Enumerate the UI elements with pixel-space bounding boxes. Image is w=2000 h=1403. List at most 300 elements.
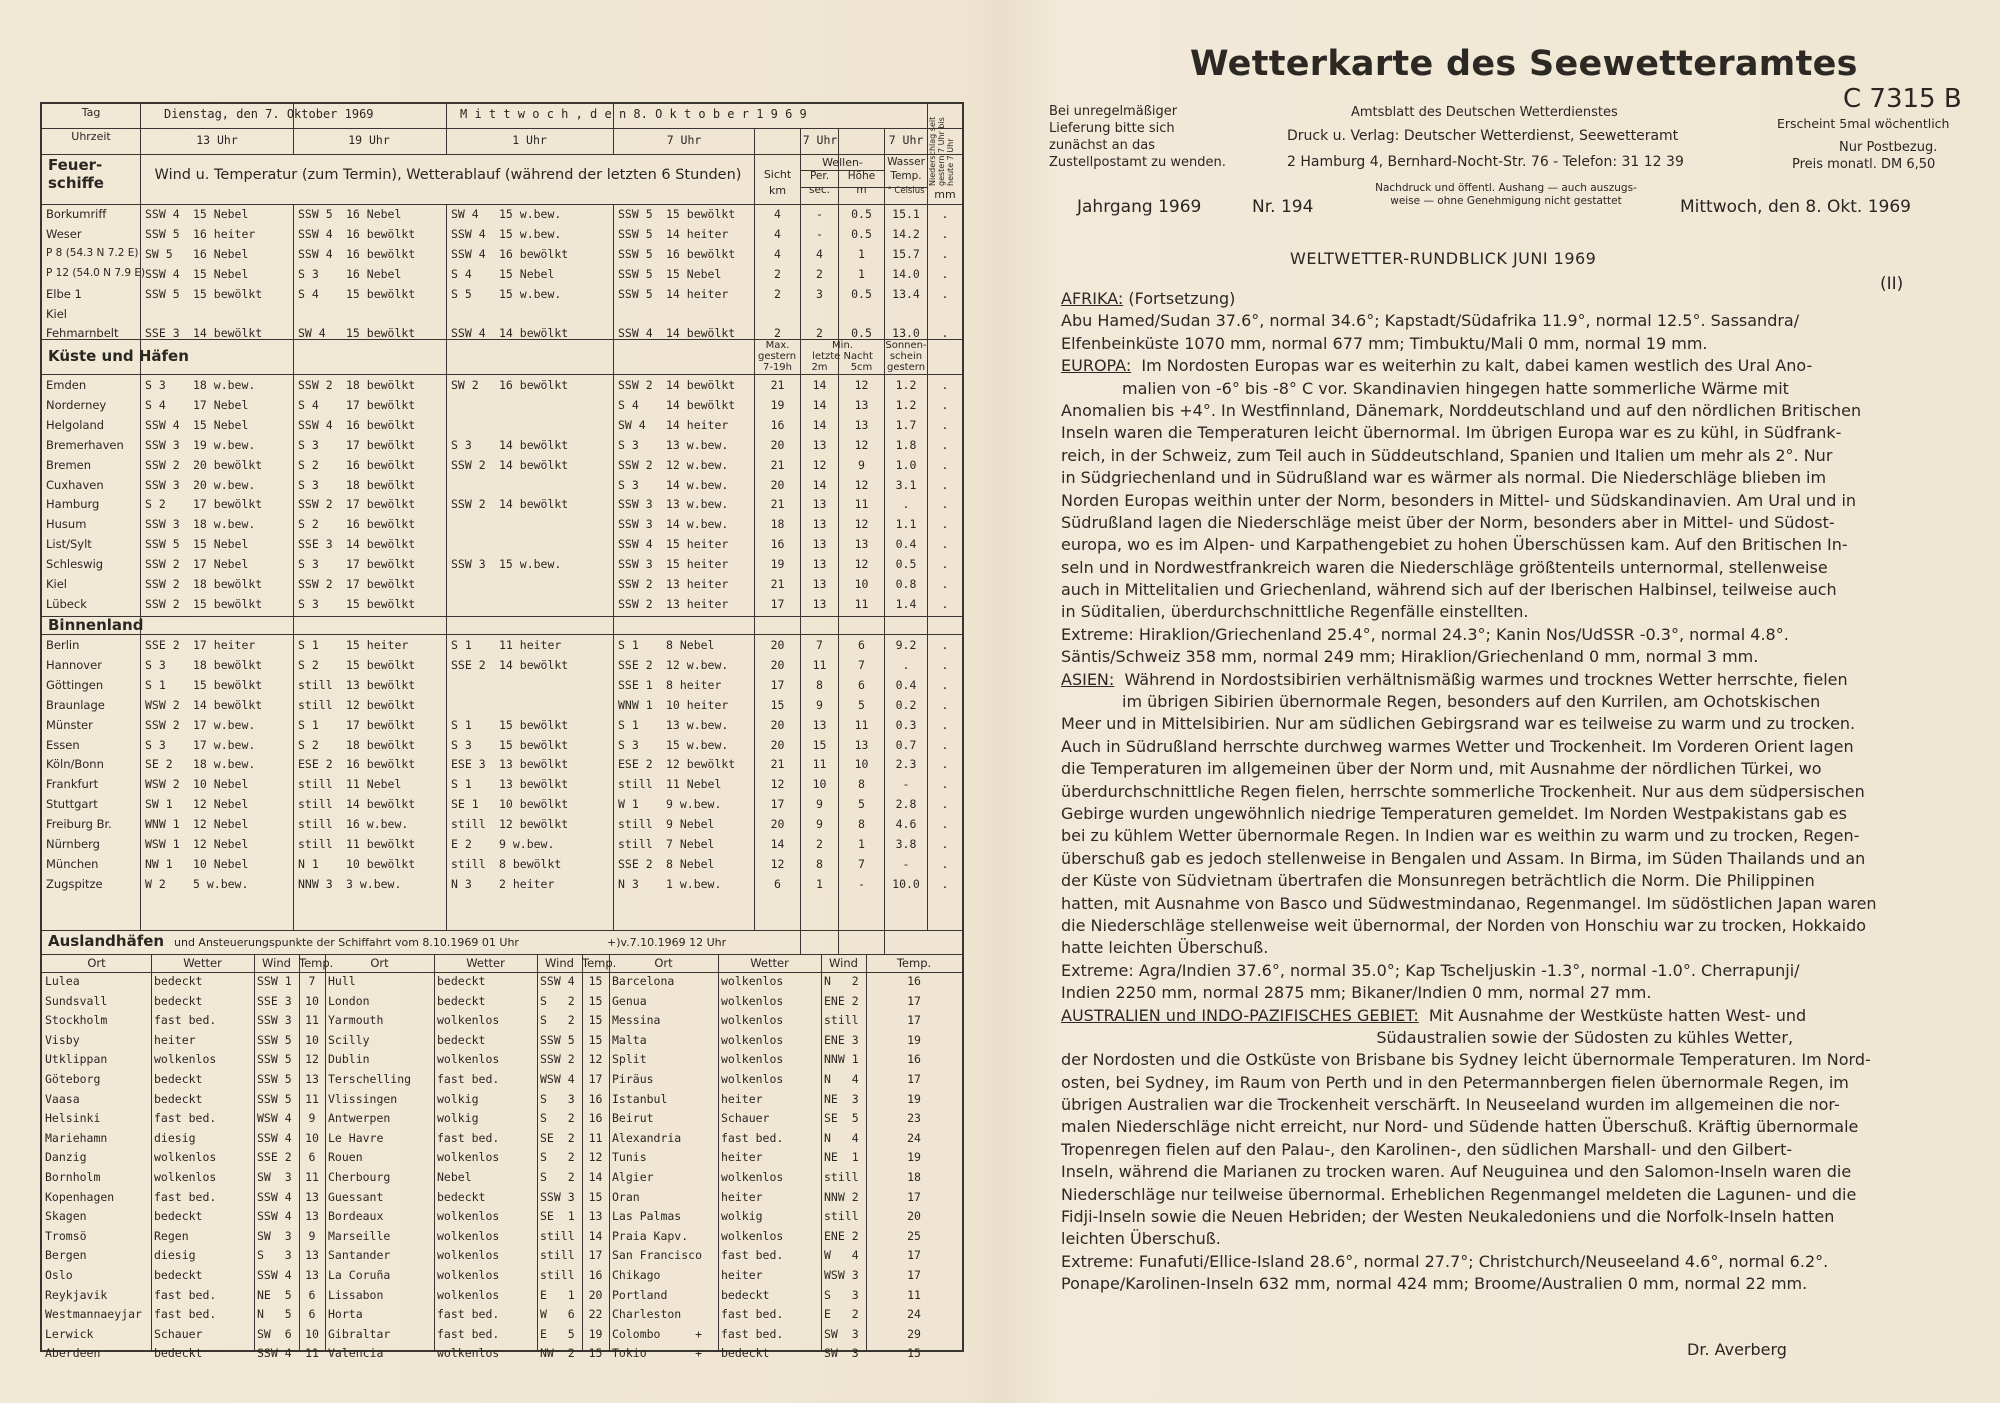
value-b: -	[816, 226, 823, 241]
port-name: Lulea	[45, 974, 80, 988]
port-temp: 13	[305, 1072, 319, 1086]
niederschlag: .	[941, 697, 949, 712]
article-text: Fidji-Inseln sowie die Neuen Hebriden; der Westen Neukaledoniens und die Norfolk-Inseln hatten	[1061, 1207, 1835, 1227]
port-temp: 6	[308, 1150, 316, 1165]
wind-13: S 2	[145, 497, 166, 512]
value-a: 19	[770, 397, 785, 412]
weather-19: 17 bewölkt	[346, 557, 416, 572]
value-b: 14	[812, 378, 827, 392]
value-b: 2	[816, 266, 823, 281]
port-name: Vaasa	[45, 1091, 80, 1106]
article-line	[1061, 422, 1941, 444]
port-temp: 14	[588, 1170, 603, 1184]
value-a: 17	[770, 596, 785, 611]
port-name: Barcelona	[612, 974, 675, 988]
value-d: 1.8	[895, 437, 917, 452]
weather-01: 15 w.bew.	[499, 207, 562, 221]
value-b: 13	[812, 517, 827, 532]
rule	[838, 170, 839, 204]
port-weather: Regen	[154, 1228, 189, 1243]
weather-01: 13 bewölkt	[499, 757, 569, 772]
rule	[609, 954, 610, 1352]
port-name: Charleston	[612, 1307, 682, 1322]
station-name: P 12 (54.0 N 7.9 E)	[46, 266, 146, 279]
port-wind: still	[540, 1248, 575, 1263]
value-d: 0.3	[895, 717, 917, 732]
wind-07: SSW 2	[618, 378, 653, 392]
value-a: 21	[770, 378, 785, 392]
value-c: -	[858, 876, 865, 891]
port-wind: WSW 4	[257, 1111, 292, 1126]
port-temp: 17	[907, 1248, 921, 1263]
header-sonnen: Sonnen-	[885, 340, 927, 351]
port-weather: wolkenlos	[721, 1228, 784, 1243]
article-text: Extreme: Agra/Indien 37.6°, normal 35.0°; Kap Tscheljuskin -1.3°, normal -1.0°. Cherrapunji/	[1061, 960, 1800, 980]
wind-13: WNW 1	[145, 817, 180, 832]
wind-19: S 4	[298, 397, 319, 412]
value-d: 15.1	[892, 207, 920, 221]
port-temp: 11	[907, 1287, 921, 1302]
port-wind: N 4	[824, 1072, 859, 1086]
wind-07: S 3	[618, 737, 639, 752]
wind-13: SSW 5	[145, 286, 180, 301]
port-wind: NE 5	[257, 1287, 292, 1302]
value-d: -	[902, 856, 910, 871]
port-weather: fast bed.	[437, 1326, 500, 1341]
value-a: 20	[770, 717, 785, 732]
header-sec: sec.	[808, 184, 831, 196]
value-a: 2	[774, 266, 781, 281]
port-temp: 16	[907, 974, 921, 988]
wind-01: S 3	[451, 437, 472, 452]
port-name: Chikago	[612, 1268, 661, 1282]
wind-13: SSW 4	[145, 266, 180, 281]
weather-01: 8 bewölkt	[499, 856, 562, 871]
article-text: malen Niederschläge nicht erreicht, nur Nord- und Südende hatten Überschuß. Kräftig übernormale	[1061, 1117, 1859, 1137]
article-line	[1061, 1161, 1941, 1183]
value-a: 18	[770, 517, 785, 532]
rule	[821, 954, 822, 1352]
station-name: Fehmarnbelt	[46, 326, 119, 341]
article-line	[1061, 915, 1941, 937]
weather-07: 15 heiter	[666, 537, 729, 552]
niederschlag: .	[941, 286, 949, 301]
port-name: Reykjavik	[45, 1287, 108, 1302]
wind-13: SSW 3	[145, 437, 180, 452]
wind-01: still	[451, 817, 486, 832]
wind-19: S 1	[298, 638, 319, 652]
port-temp: 13	[305, 1248, 319, 1263]
article-line	[1061, 982, 1941, 1004]
ausland-header: Wind	[829, 956, 858, 970]
wind-19: SSW 4	[298, 226, 333, 241]
weather-19: 15 bewölkt	[346, 657, 416, 672]
weather-07: 15 heiter	[666, 557, 729, 572]
weather-01: 16 bewölkt	[499, 246, 569, 261]
value-d: 14.2	[892, 226, 920, 241]
header-time-19: 19 Uhr	[348, 133, 390, 147]
station-name: Frankfurt	[46, 777, 99, 792]
wind-07: SSW 3	[618, 497, 653, 512]
wind-07: SSW 3	[618, 557, 653, 572]
station-name: P 8 (54.3 N 7.2 E)	[46, 246, 139, 259]
wind-13: SSW 4	[145, 417, 180, 432]
wind-19: S 1	[298, 717, 319, 732]
rule	[254, 954, 255, 1352]
weather-19: 16 bewölkt	[346, 246, 416, 261]
value-a: 2	[774, 326, 781, 341]
wind-07: WNW 1	[618, 697, 653, 712]
value-b: 1	[816, 876, 823, 891]
port-weather: heiter	[721, 1091, 763, 1106]
port-weather: bedeckt	[437, 1189, 486, 1204]
port-temp: 9	[308, 1111, 316, 1126]
header-wasser: Wasser	[887, 156, 925, 168]
wind-01: SSW 4	[451, 226, 486, 241]
header-date-2: M i t t w o c h , d e n 8. O k t o b e r 1 9 6 9	[460, 107, 807, 121]
value-d: 1.0	[895, 457, 917, 472]
port-temp: 25	[907, 1228, 921, 1243]
niederschlag: .	[941, 226, 949, 241]
niederschlag: .	[941, 817, 949, 832]
weather-07: 1 w.bew.	[666, 876, 722, 891]
note-line: zunächst an das	[1049, 138, 1155, 153]
article-line	[1061, 1005, 1941, 1027]
station-name: Braunlage	[46, 697, 105, 712]
weather-07: 9 w.bew.	[666, 797, 722, 812]
niederschlag: .	[941, 677, 949, 692]
port-temp: 11	[305, 1013, 319, 1028]
value-b: 9	[816, 817, 823, 832]
port-weather: Schauer	[721, 1111, 770, 1126]
niederschlag: .	[941, 537, 949, 552]
weather-13: 15 Nebel	[193, 207, 249, 221]
wind-19: still	[298, 837, 333, 851]
port-name: Valencia	[328, 1346, 384, 1361]
wind-07: S 1	[618, 717, 639, 732]
value-c: 13	[854, 397, 869, 412]
port-temp: 29	[907, 1326, 921, 1341]
article-line	[1061, 467, 1941, 489]
article-text: hatten, mit Ausnahme von Basco und Südwestmindanao, Regenmangel. Im südöstlichen Japan waren	[1061, 893, 1877, 913]
niederschlag: .	[941, 797, 949, 812]
port-wind: SSW 5	[257, 1032, 292, 1047]
article-text: Extreme: Hiraklion/Griechenland 25.4°, normal 24.3°; Kanin Nos/UdSSR -0.3°, normal 4.8°.	[1061, 624, 1789, 644]
wind-19: S 3	[298, 437, 319, 452]
weather-13: 17 Nebel	[193, 397, 249, 412]
article-line	[1061, 1072, 1941, 1094]
port-name: Marseille	[328, 1228, 391, 1243]
issue-date: Mittwoch, den 8. Okt. 1969	[1680, 197, 1911, 217]
weather-19: 11 bewölkt	[346, 837, 416, 851]
reprint-line: weise — ohne Genehmigung nicht gestattet	[1390, 195, 1622, 207]
article-text: Elfenbeinküste 1070 mm, normal 677 mm; Timbuktu/Mali 0 mm, normal 19 mm.	[1061, 333, 1708, 353]
value-a: 4	[774, 226, 781, 241]
weather-13: 20 bewölkt	[193, 457, 263, 472]
article-line	[1061, 1049, 1941, 1071]
niederschlag: .	[941, 517, 949, 532]
weather-19: 3 w.bew.	[346, 876, 402, 891]
value-c: 8	[858, 777, 865, 792]
ausland-header: Temp.	[896, 956, 932, 970]
port-name: San Francisco	[612, 1248, 703, 1263]
port-wind: SW 3	[257, 1228, 292, 1243]
header-time-7b: 7 Uhr	[802, 133, 838, 147]
ausland-header: Ort	[654, 956, 673, 970]
rule	[613, 204, 614, 930]
article-text: hatte leichten Überschuß.	[1061, 938, 1269, 958]
weather-01: 2 heiter	[499, 876, 555, 891]
wind-13: SSE 3	[145, 326, 180, 341]
weather-01: 16 bewölkt	[499, 378, 569, 392]
port-weather: bedeckt	[154, 993, 203, 1008]
weather-01: 10 bewölkt	[499, 797, 569, 812]
wind-01: SSW 4	[451, 246, 486, 261]
weather-table	[40, 102, 964, 1361]
value-b: 8	[816, 677, 823, 692]
article-text: malien von -6° bis -8° C vor. Skandinavien hingegen hatte sommerliche Wärme mit	[1061, 378, 1789, 398]
port-name: La Coruña	[328, 1268, 391, 1282]
header-time-1: 1 Uhr	[512, 133, 547, 147]
header-mm: mm	[934, 188, 956, 201]
weather-13: 17 w.bew.	[193, 737, 256, 752]
port-weather: heiter	[721, 1189, 763, 1204]
port-wind: SSW 3	[257, 1013, 292, 1028]
port-temp: 10	[305, 993, 319, 1008]
rule	[42, 374, 962, 375]
article-line	[1061, 713, 1941, 735]
article-text: leichten Überschuß.	[1061, 1229, 1221, 1249]
port-name: Beirut	[612, 1111, 654, 1126]
wind-01: SW 2	[451, 378, 479, 392]
value-c: 12	[854, 477, 869, 492]
station-name: List/Sylt	[46, 537, 92, 552]
rule	[718, 954, 719, 1352]
wind-07: SSW 5	[618, 266, 653, 281]
port-wind: NW 2	[540, 1346, 575, 1361]
port-temp: 12	[588, 1150, 603, 1165]
value-b: 14	[812, 397, 827, 412]
port-temp: 12	[305, 1052, 319, 1067]
port-name: Mariehamn	[45, 1130, 108, 1145]
issue-number: Nr. 194	[1252, 197, 1314, 217]
weather-19: 16 bewölkt	[346, 757, 416, 772]
value-b: 8	[816, 856, 823, 871]
value-a: 20	[770, 437, 785, 452]
value-d: 3.1	[895, 477, 917, 492]
wind-07: still	[618, 837, 653, 851]
price-text: Preis monatl. DM 6,50	[1792, 157, 1936, 172]
article-text: Südaustralien sowie der Südosten zu kühles Wetter,	[1061, 1027, 1794, 1047]
wind-07: SSE 1	[618, 677, 653, 692]
port-name: Horta	[328, 1307, 363, 1322]
port-weather: fast bed.	[154, 1013, 217, 1028]
header-km: km	[768, 184, 787, 197]
article-line	[1061, 445, 1941, 467]
wind-13: S 3	[145, 737, 166, 752]
port-temp: 20	[907, 1209, 921, 1224]
port-temp: 23	[907, 1111, 921, 1126]
weather-07: 15 Nebel	[666, 266, 722, 281]
port-weather: diesig	[154, 1248, 196, 1263]
ausland-header: Ort	[370, 956, 389, 970]
weather-07: 15 bewölkt	[666, 207, 736, 221]
port-name: Terschelling	[328, 1072, 412, 1086]
publisher-text: Druck u. Verlag: Deutscher Wetterdienst, Seewetteramt	[1287, 128, 1679, 144]
article-line	[1061, 310, 1941, 332]
port-wind: NNW 1	[824, 1052, 859, 1067]
weather-13: 15 Nebel	[193, 537, 249, 552]
port-wind: SE 5	[824, 1111, 859, 1126]
value-a: 16	[770, 417, 785, 432]
niederschlag: .	[941, 417, 949, 432]
article-text: Abu Hamed/Sudan 37.6°, normal 34.6°; Kapstadt/Südafrika 11.9°, normal 12.5°. Sassandra/	[1061, 311, 1800, 331]
article-text: Anomalien bis +4°. In Westfinnland, Dänemark, Norddeutschland und auf den nördlichen Britischen	[1061, 400, 1862, 420]
wind-01: S 3	[451, 737, 472, 752]
port-wind: still	[540, 1228, 575, 1243]
port-temp: 11	[305, 1346, 319, 1361]
rule	[434, 954, 435, 1352]
niederschlag: .	[941, 378, 949, 392]
wind-07: N 3	[618, 876, 639, 891]
value-c: 13	[854, 537, 869, 552]
port-name: Tromsö	[45, 1228, 87, 1243]
port-weather: wolkenlos	[437, 1287, 500, 1302]
header-m: m	[856, 184, 867, 196]
port-wind: N 2	[824, 974, 859, 988]
port-wind: SW 6	[257, 1326, 292, 1341]
weather-01: 15 w.bew.	[499, 286, 562, 301]
port-wind: S 2	[540, 993, 575, 1008]
station-name: Bremerhaven	[46, 437, 124, 452]
port-wind: SSW 4	[257, 1268, 292, 1282]
weather-13: 16 heiter	[193, 226, 256, 241]
weather-07: 12 w.bew.	[666, 457, 729, 472]
station-name: Zugspitze	[46, 876, 103, 891]
port-name: Hull	[328, 974, 356, 988]
article-text: im übrigen Sibirien übernormale Regen, besonders auf den Kurrilen, am Ochotskischen	[1061, 692, 1821, 712]
wind-19: ESE 2	[298, 757, 333, 772]
value-d: 0.8	[895, 577, 917, 591]
value-d: 0.7	[895, 737, 917, 752]
port-temp: 6	[308, 1307, 316, 1322]
article-line	[1061, 557, 1941, 579]
header-per: Per.	[809, 170, 830, 182]
niederschlag: .	[941, 737, 949, 752]
weather-19: 14 bewölkt	[346, 537, 416, 552]
ausland-header: Wind	[262, 956, 291, 970]
wind-13: SSW 4	[145, 207, 180, 221]
value-c: 12	[854, 557, 869, 572]
value-a: 21	[770, 577, 785, 591]
article-line	[1061, 1184, 1941, 1206]
weather-13: 15 bewölkt	[193, 677, 263, 692]
wind-07: SSW 5	[618, 286, 653, 301]
value-d: .	[902, 497, 910, 512]
wind-19: S 3	[298, 557, 319, 572]
article-text: überdurchschnittliche Regen fielen, herrschte sommerliche Trockenheit. Nur aus dem südpersischen	[1061, 781, 1865, 801]
wind-01: SSE 2	[451, 657, 486, 672]
weather-07: 14 heiter	[666, 286, 729, 301]
weather-01: 9 w.bew.	[499, 837, 555, 851]
article-line	[1061, 781, 1941, 803]
value-a: 20	[770, 817, 785, 832]
ausland-header: Ort	[87, 956, 106, 970]
value-a: 2	[774, 286, 781, 301]
port-name: Yarmouth	[328, 1013, 384, 1028]
ausland-header: Wetter	[750, 956, 789, 970]
wind-07: SSW 3	[618, 517, 653, 532]
section-heading: AUSTRALIEN und INDO-PAZIFISCHES GEBIET:	[1061, 1005, 1419, 1025]
weather-13: 10 Nebel	[193, 856, 249, 871]
wind-19: still	[298, 817, 333, 832]
section-heading: ASIEN:	[1061, 669, 1115, 689]
niederschlag: .	[941, 876, 949, 891]
article-line	[1061, 512, 1941, 534]
value-d: 1.1	[895, 517, 917, 532]
wind-13: SSW 2	[145, 717, 180, 732]
article-text: Ponape/Karolinen-Inseln 632 mm, normal 424 mm; Broome/Australien 0 mm, normal 22 mm.	[1061, 1274, 1808, 1294]
weather-19: 17 bewölkt	[346, 437, 416, 452]
value-a: 17	[770, 797, 785, 812]
header-2m: 2m	[811, 362, 828, 373]
wind-07: S 4	[618, 397, 639, 412]
weather-01: 15 bewölkt	[499, 717, 569, 732]
wind-07: SSW 4	[618, 537, 653, 552]
niederschlag: .	[941, 777, 949, 792]
port-wind: SSW 5	[257, 1091, 292, 1106]
port-weather: fast bed.	[721, 1326, 784, 1341]
port-wind: SSE 2	[257, 1150, 292, 1165]
section-heading: EUROPA:	[1061, 356, 1132, 376]
weather-19: 18 bewölkt	[346, 737, 416, 752]
port-weather: bedeckt	[154, 1209, 203, 1224]
value-c: 5	[858, 697, 865, 712]
weather-07: 7 Nebel	[666, 837, 715, 851]
rule	[446, 204, 447, 930]
port-name: Cherbourg	[328, 1170, 391, 1184]
value-c: 0.5	[851, 326, 872, 341]
weather-13: 15 Nebel	[193, 266, 249, 281]
weather-07: 14 w.bew.	[666, 477, 729, 492]
value-c: 12	[854, 517, 869, 532]
weather-07: 14 heiter	[666, 417, 729, 432]
header-sicht: Sicht	[763, 168, 792, 181]
port-name: Aberdeen	[45, 1346, 101, 1361]
weather-01: 11 heiter	[499, 638, 562, 652]
value-d: 15.7	[892, 246, 920, 261]
port-wind: SSW 4	[540, 974, 575, 988]
wind-01: SSW 2	[451, 457, 486, 472]
article-text: überschuß gab es jedoch stellenweise in Bengalen und Assam. In Birma, im Süden Thailands und an	[1061, 848, 1866, 868]
station-name: Weser	[46, 226, 82, 241]
port-temp: 16	[588, 1091, 603, 1106]
value-b: 9	[816, 697, 823, 712]
article-text: die Niederschläge stellenweise weit übernormal, der Norden von Honschiu war zu trocken, Hokkaido	[1061, 915, 1867, 935]
port-name: Tokio +	[612, 1346, 703, 1361]
wind-19: SSW 2	[298, 577, 333, 591]
weather-07: 14 bewölkt	[666, 378, 736, 392]
weather-13: 16 Nebel	[193, 246, 249, 261]
port-temp: 18	[907, 1170, 921, 1184]
weather-13: 18 w.bew.	[193, 757, 256, 772]
value-a: 19	[770, 557, 785, 572]
wind-13: SSW 2	[145, 577, 180, 591]
value-c: 11	[854, 717, 869, 732]
port-temp: 14	[588, 1228, 603, 1243]
header-7-19h: 7-19h	[762, 362, 793, 373]
article-text: in Süditalien, überdurchschnittliche Regenfälle einstellten.	[1061, 602, 1529, 622]
